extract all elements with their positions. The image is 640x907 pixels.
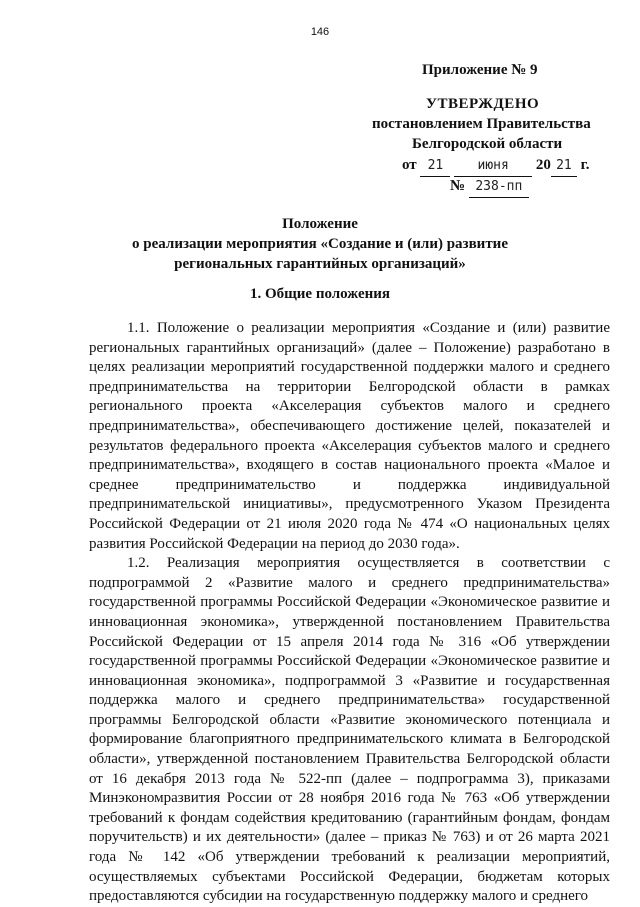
document-title — [60, 214, 580, 274]
appendix-label: Приложение № 9 — [422, 62, 538, 78]
section-heading: 1. Общие положения — [249, 286, 391, 302]
date-suffix: г. — [580, 157, 590, 173]
page-number: 146 — [310, 26, 330, 38]
date-year-suffix: 21 — [551, 156, 577, 177]
paragraph-1-1: 1.1. Положение о реализации мероприятия «Создание и (или) развитие региональных гарантийных организаций» (далее – Положение) разработано в целях реализации мероприятий государственной поддержки малого и среднего предпринимательства на территории Белгородской области в рамках регионального проекта «Акселерация субъектов малого и среднего предпринимательства», обеспечивающего достижение целей, показателей и результатов федерального проекта «Акселерация субъектов малого и среднего предпринимательства», входящего в состав национального проекта «Малое и среднее предпринимательство и поддержка индивидуальной предпринимательской инициативы», предусмотренного Указом Президента Российской Федерации от 21 июля 2020 года № 474 «О национальных целях развития Российской Федерации на период до 2030 года». — [89, 320, 610, 552]
date-line — [402, 155, 590, 177]
number-line — [450, 176, 529, 198]
number-value: 238-пп — [469, 177, 529, 198]
body-text — [89, 319, 610, 907]
date-year-prefix: 20 — [535, 157, 551, 173]
paragraph-1-2: 1.2. Реализация мероприятия осуществляется в соответствии с подпрограммой 2 «Развитие малого и среднего предпринимательства» государственной программы Российской Федерации «Экономическое развитие и инновационная экономика», утвержденной постановлением Правительства Российской Федерации от 15 апреля 2014 года № 316 «Об утверждении государственной программы Российской Федерации «Экономическое развитие и инновационная экономика», подпрограммой 3 «Развитие и государственная поддержка малого и среднего предпринимательства» государственной программы Белгородской области «Развитие экономического потенциала и формирование благоприятного предпринимательского климата в Белгородской области», утвержденной постановлением Правительства Белгородской области от 16 декабря 2013 года № 522-пп (далее – подпрограмма 3), приказами Минэкономразвития России от 28 ноября 2016 года № 763 «Об утверждении требований к фондам содействия кредитованию (гарантийным фондам, фондам поручительств) и их деятельности» (далее – приказ № 763) и от 26 марта 2021 года № 142 «Об утверждении требований к реализации мероприятий, осуществляемых субъектами Российской Федерации, бюджетам которых предоставляются субсидии на государственную поддержку малого и среднего — [89, 555, 610, 905]
date-day: 21 — [420, 156, 450, 177]
region-line: Белгородской области — [412, 136, 563, 152]
approved-label: УТВЕРЖДЕНО — [426, 96, 540, 112]
title-line-2: о реализации мероприятия «Создание и (или) развитие — [132, 236, 508, 252]
date-month: июня — [454, 156, 532, 177]
date-prefix: от — [402, 157, 417, 173]
title-line-1: Положение — [282, 216, 358, 232]
title-line-3: региональных гарантийных организаций» — [174, 256, 466, 272]
number-prefix: № — [450, 178, 466, 194]
decree-line: постановлением Правительства — [372, 116, 591, 132]
